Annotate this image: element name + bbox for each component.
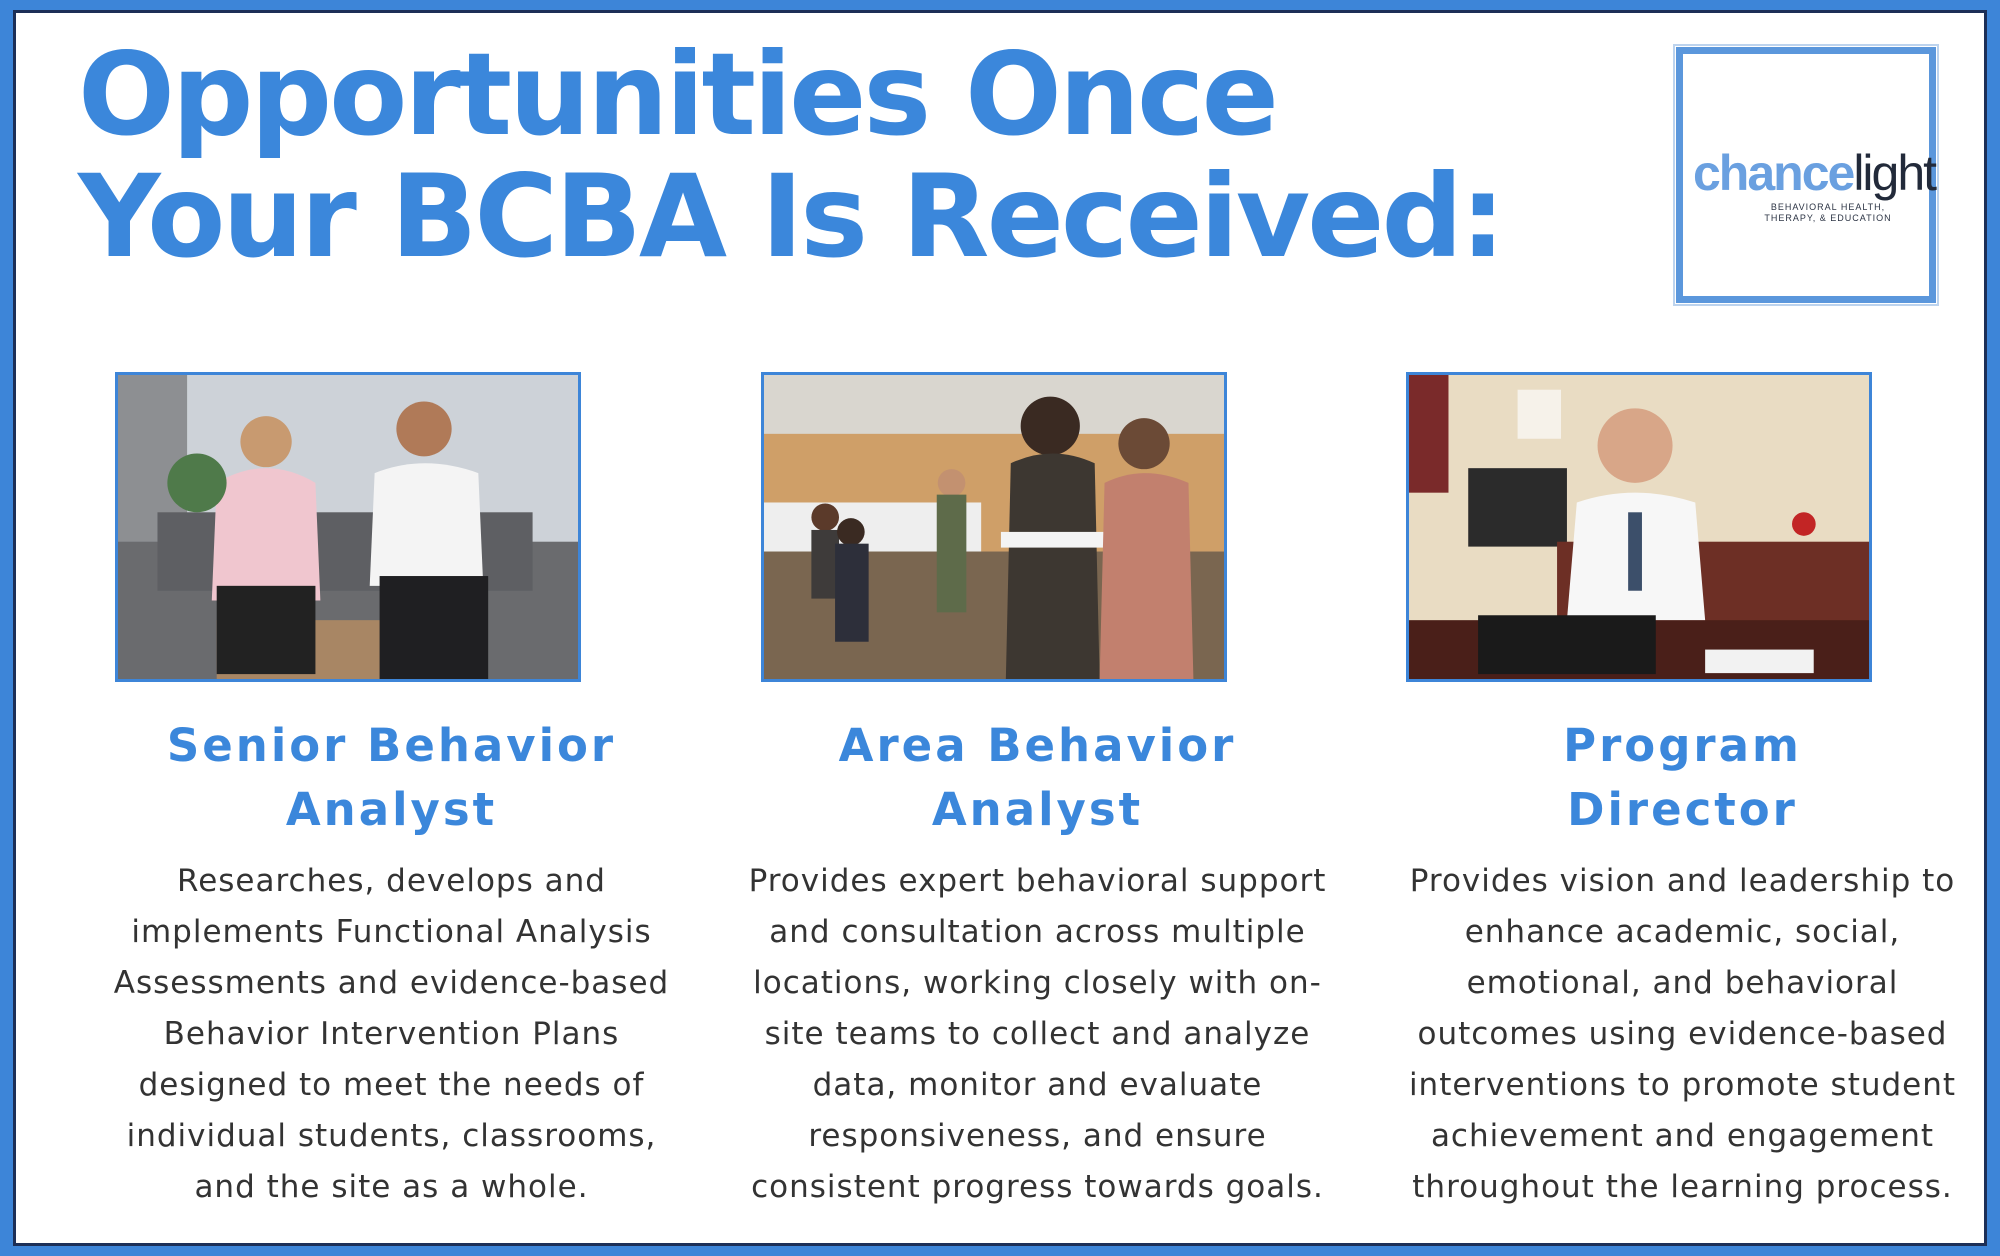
office-desk-photo bbox=[1406, 372, 1872, 682]
description-line: Researches, develops and bbox=[177, 863, 606, 899]
role-description bbox=[681, 856, 1394, 1213]
description-line: achievement and engagement bbox=[1430, 1118, 1935, 1154]
logo-tagline bbox=[1733, 202, 1923, 224]
logo-wordmark bbox=[1693, 144, 1935, 202]
chancelight-logo bbox=[1676, 47, 1936, 303]
role-title-line-2: Analyst bbox=[285, 783, 498, 836]
page-title bbox=[78, 28, 1578, 283]
description-line: Provides vision and leadership to bbox=[1409, 863, 1956, 899]
outdoor-team-photo bbox=[761, 372, 1227, 682]
role-title bbox=[681, 714, 1394, 842]
description-line: locations, working closely with on- bbox=[753, 965, 1322, 1001]
description-line: designed to meet the needs of bbox=[138, 1067, 645, 1103]
role-title-line-1: Senior Behavior bbox=[166, 719, 617, 772]
description-line: Assessments and evidence-based bbox=[113, 965, 670, 1001]
role-description bbox=[35, 856, 748, 1213]
description-line: Provides expert behavioral support bbox=[748, 863, 1327, 899]
description-line: individual students, classrooms, bbox=[126, 1118, 657, 1154]
description-line: interventions to promote student bbox=[1408, 1067, 1957, 1103]
description-line: responsiveness, and ensure bbox=[808, 1118, 1267, 1154]
role-title-line-1: Program bbox=[1563, 719, 1802, 772]
logo-tagline-line-2: THERAPY, & EDUCATION bbox=[1764, 213, 1892, 223]
logo-tagline-line-1: BEHAVIORAL HEALTH, bbox=[1770, 202, 1886, 212]
description-line: Behavior Intervention Plans bbox=[163, 1016, 620, 1052]
description-line: and consultation across multiple bbox=[769, 914, 1306, 950]
counseling-photo bbox=[115, 372, 581, 682]
description-line: outcomes using evidence-based bbox=[1417, 1016, 1948, 1052]
description-line: emotional, and behavioral bbox=[1466, 965, 1899, 1001]
description-line: data, monitor and evaluate bbox=[812, 1067, 1263, 1103]
description-line: enhance academic, social, bbox=[1464, 914, 1901, 950]
role-title bbox=[35, 714, 748, 842]
role-description bbox=[1326, 856, 2000, 1213]
role-title-line-1: Area Behavior bbox=[838, 719, 1237, 772]
description-line: and the site as a whole. bbox=[194, 1169, 589, 1205]
role-title bbox=[1326, 714, 2000, 842]
description-line: consistent progress towards goals. bbox=[751, 1169, 1324, 1205]
logo-wordmark-bold: chance bbox=[1693, 145, 1854, 201]
description-line: implements Functional Analysis bbox=[131, 914, 652, 950]
role-title-line-2: Director bbox=[1567, 783, 1798, 836]
role-title-line-2: Analyst bbox=[931, 783, 1144, 836]
page-title-line-1: Opportunities Once bbox=[78, 28, 1276, 161]
logo-wordmark-light: light bbox=[1853, 145, 1936, 201]
description-line: site teams to collect and analyze bbox=[764, 1016, 1311, 1052]
page-title-line-2: Your BCBA Is Received: bbox=[78, 150, 1503, 283]
description-line: throughout the learning process. bbox=[1412, 1169, 1953, 1205]
